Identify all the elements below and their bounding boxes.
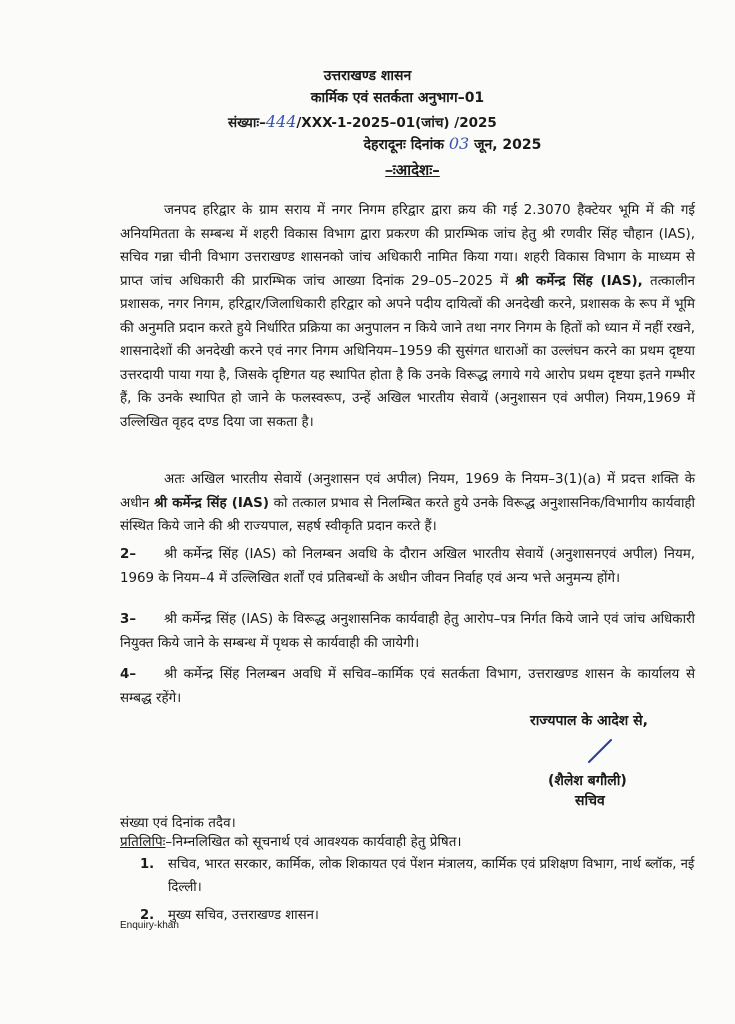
paragraph-2-part-b: को तत्काल प्रभाव से निलम्बित करते हुये उनके विरूद्ध अनुशासनिक/विभागीय कार्यवाही संस्थित किये जाने की श्री राज्यपाल, सहर्ष स्वीकृति प्रदान करते हैं।: [120, 495, 695, 534]
paragraph-number: 2–: [120, 547, 137, 562]
paragraph-2-part-a: अतः अखिल भारतीय सेवायें (अनुशासन एवं अपील) नियम, 1969 के नियम–3(1)(a) में प्रदत्त शक्ति के अधीन: [120, 472, 695, 511]
paragraph-1-officer-name: श्री कर्मेन्द्र सिंह (IAS),: [515, 273, 643, 289]
signature-order-line: राज्यपाल के आदेश से,: [530, 713, 648, 729]
list-item-number: 1.: [140, 857, 155, 872]
list-item-number: 2.: [140, 908, 155, 923]
copy-heading: संख्या एवं दिनांक तदैव।: [120, 815, 236, 831]
reference-handwritten-number: 444: [265, 112, 297, 131]
list-item: [140, 904, 700, 927]
department-name: कार्मिक एवं सतर्कता अनुभाग–01: [310, 90, 485, 106]
reference-suffix: /XXX-1-2025–01(जांच) /2025: [296, 115, 497, 131]
paragraph-1-part-b: तत्कालीन प्रशासक, नगर निगम, हरिद्वार/जिलाधिकारी हरिद्वार को अपने पदीय दायित्वों की अनदेखी करने, प्रशासक के रूप में भूमि की अनुमति प्रदान करते हुये निर्धारित प्रक्रिया का अनुपालन न किये जाने तथा नगर निगम के हितों को ध्यान में नहीं रखने, शासनादेशों की अनदेखी करने एवं नगर निगम अधिनियम–1959 की सुसंगत धाराओं का उल्लंघन करने का प्रथम दृष्टया उत्तरदायी पाया गया है, जिसके दृष्टिगत यह स्थापित होता है कि उनके विरूद्ध लगाये गये आरोप प्रथम दृष्टया इतने गम्भीर हैं, कि उनके स्थापित हो जाने के फलस्वरूप, उन्हें अखिल भारतीय सेवायें (अनुशासन एवं अपील) नियम,1969 में उल्लिखित वृहद दण्ड दिया जा सकता है।: [120, 273, 695, 430]
paragraph-1: [120, 199, 695, 434]
paragraph-text: श्री कर्मेन्द्र सिंह (IAS) के विरूद्ध अनुशासनिक कार्यवाही हेतु आरोप–पत्र निर्गत किये जाने एवं जांच अधिकारी नियुक्त किये जाने के सम्बन्ध में पृथक से कार्यवाही की जायेगी।: [120, 612, 695, 651]
numbered-paragraph-3: [120, 608, 695, 655]
numbered-paragraph-2: [120, 543, 695, 590]
signatory-name: (शैलेश बगौली): [548, 773, 627, 789]
paragraph-number: 4–: [120, 667, 137, 682]
date-line: [0, 134, 735, 154]
footer-tag: Enquiry-khan: [120, 920, 179, 931]
government-name: उत्तराखण्ड शासन: [323, 68, 412, 84]
date-suffix: जून, 2025: [474, 137, 542, 153]
copy-list: [140, 853, 700, 932]
reference-prefix: संख्याः–: [228, 115, 266, 131]
copy-label: प्रतिलिपिः: [120, 834, 166, 850]
paragraph-text: श्री कर्मेन्द्र सिंह (IAS) को निलम्बन अवधि के दौरान अखिल भारतीय सेवायें (अनुशासनएवं अपील) नियम, 1969 के नियम–4 में उल्लिखित शर्तों एवं प्रतिबन्धों के अधीन जीवन निर्वाह एवं अन्य भत्ते अनुमन्य होंगे।: [120, 547, 695, 586]
numbered-paragraph-4: [120, 663, 695, 710]
signature-mark-icon: [585, 736, 615, 766]
paragraph-2: [120, 468, 695, 539]
order-title: –ःआदेशः–: [385, 161, 440, 179]
copy-subheading: [120, 832, 462, 850]
list-item-text: सचिव, भारत सरकार, कार्मिक, लोक शिकायत एवं पेंशन मंत्रालय, कार्मिक एवं प्रशिक्षण विभाग, नार्थ ब्लॉक, नई दिल्ली।: [168, 857, 695, 895]
paragraph-2-officer-name: श्री कर्मेन्द्र सिंह (IAS): [154, 495, 269, 511]
paragraph-1-part-a: जनपद हरिद्वार के ग्राम सराय में नगर निगम हरिद्वार द्वारा क्रय की गई 2.3070 हैक्टेयर भूमि में की गई अनियमितता के सम्बन्ध में शहरी विकास विभाग द्वारा प्रकरण की प्रारम्भिक जांच हेतु श्री रणवीर सिंह चौहान (IAS), सचिव गन्ना चीनी विभाग उत्तराखण्ड शासनको जांच अधिकारी नामित किया गया। शहरी विकास विभाग के माध्यम से प्राप्त जांच अधिकारी की प्रारम्भिक जांच आख्या दिनांक 29–05–2025 में: [120, 203, 695, 289]
paragraph-text: श्री कर्मेन्द्र सिंह निलम्बन अवधि में सचिव–कार्मिक एवं सतर्कता विभाग, उत्तराखण्ड शासन के कार्यालय से सम्बद्ध रहेंगे।: [120, 667, 695, 706]
date-prefix: देहरादूनः दिनांक: [363, 137, 444, 153]
date-handwritten-day: 03: [448, 134, 470, 153]
signatory-designation: सचिव: [575, 793, 605, 809]
list-item: [140, 853, 700, 899]
reference-number: [228, 112, 497, 131]
paragraph-number: 3–: [120, 612, 137, 627]
list-item-text: मुख्य सचिव, उत्तराखण्ड शासन।: [168, 908, 319, 923]
copy-text: –निम्नलिखित को सूचनार्थ एवं आवश्यक कार्यवाही हेतु प्रेषित।: [165, 834, 462, 850]
